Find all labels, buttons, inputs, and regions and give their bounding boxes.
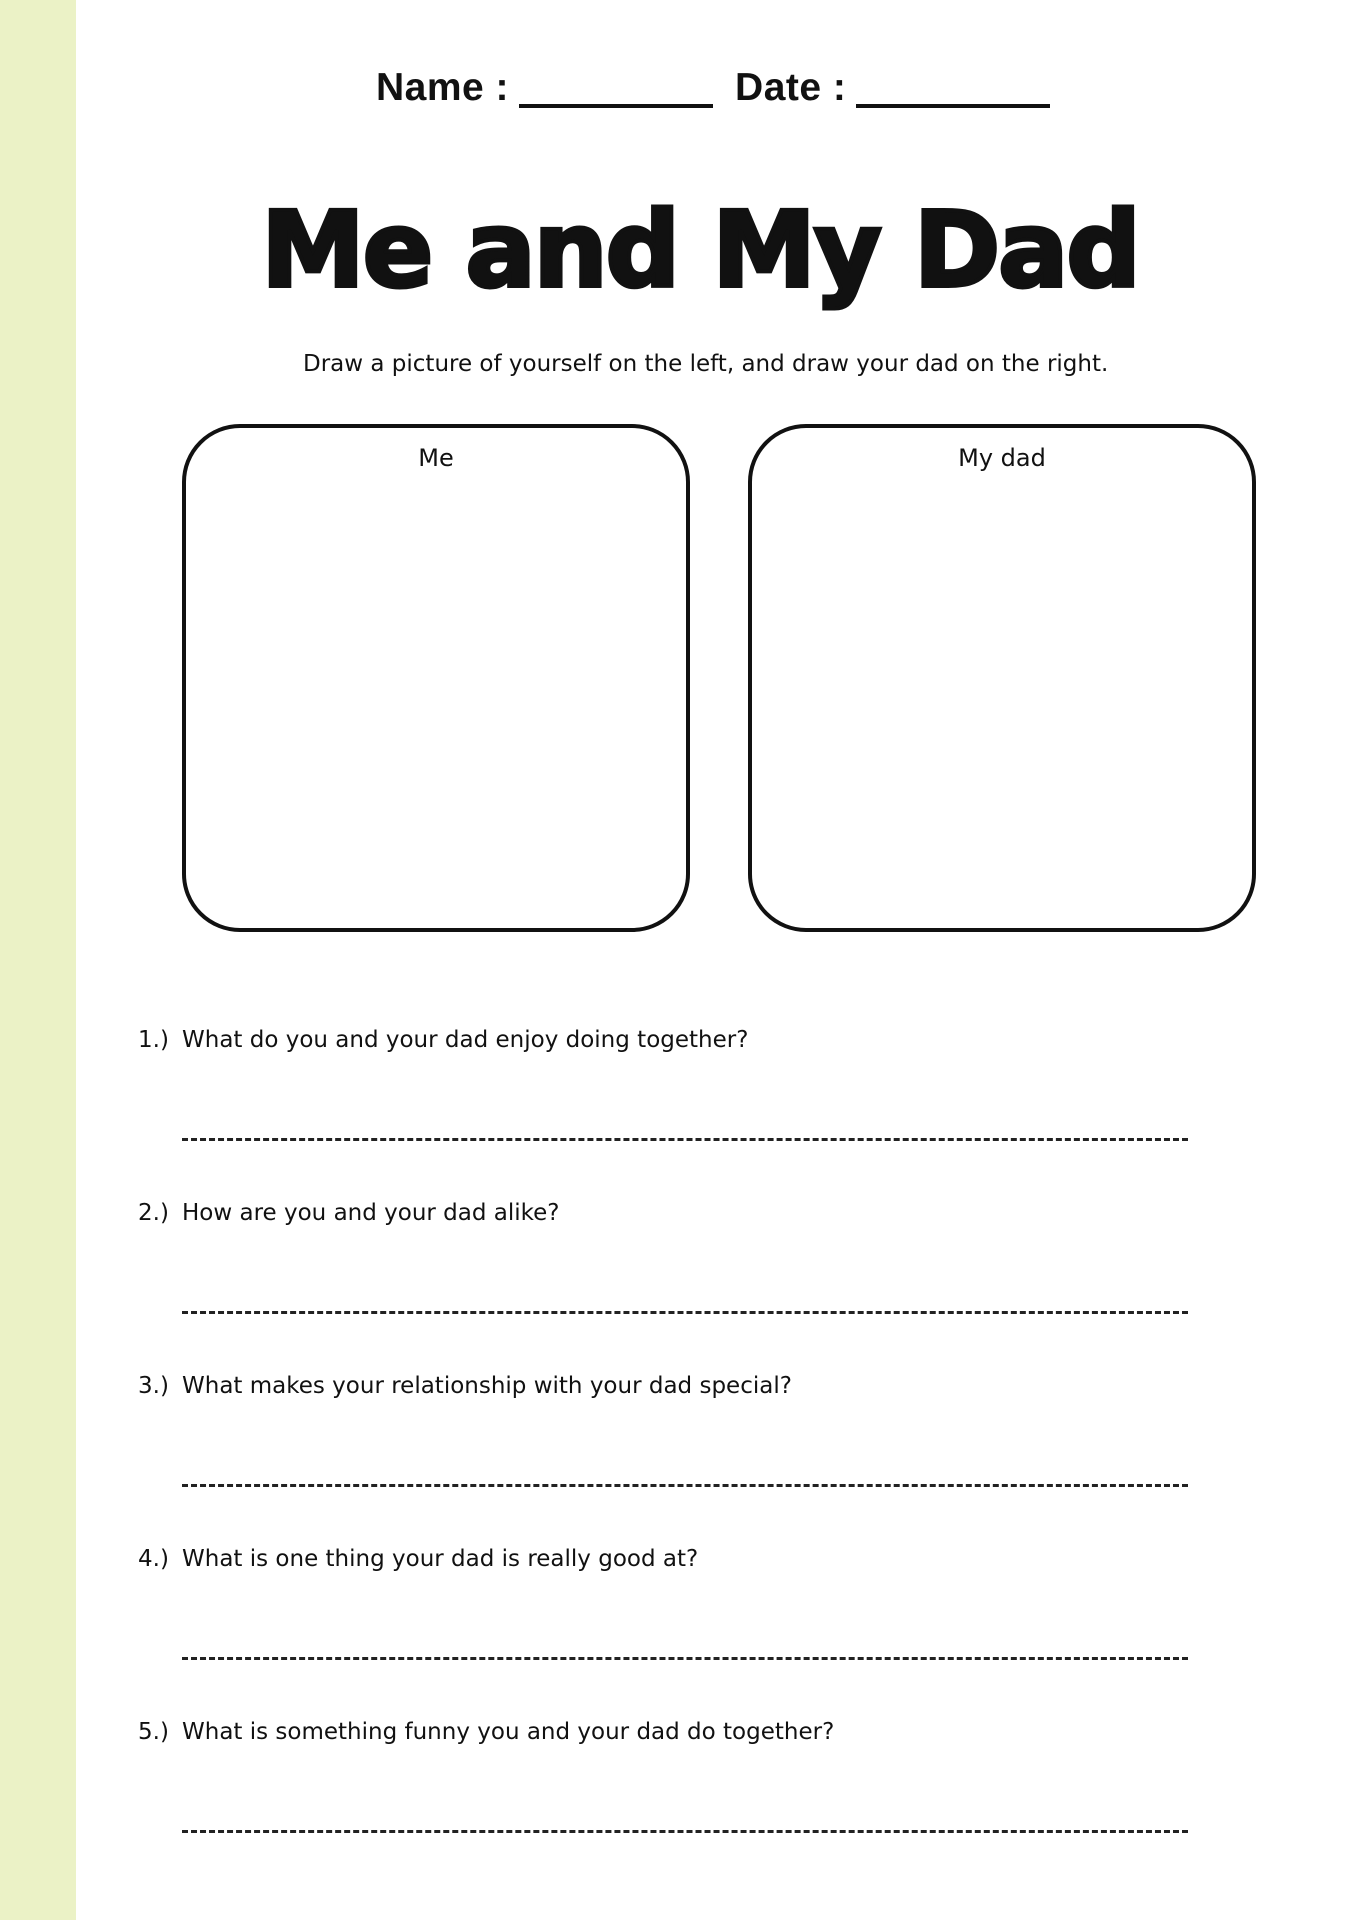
question-number: 1.) xyxy=(138,1027,169,1053)
question-item xyxy=(138,1539,1238,1712)
question-list xyxy=(138,1020,1238,1885)
drawing-box-me-label: Me xyxy=(418,444,454,472)
question-item xyxy=(138,1366,1238,1539)
worksheet-title: Me and My Dad xyxy=(261,189,1139,311)
name-label: Name : xyxy=(376,66,510,109)
date-blank-line[interactable] xyxy=(856,104,1050,108)
answer-line[interactable] xyxy=(182,1484,1188,1487)
question-item xyxy=(138,1193,1238,1366)
question-number: 2.) xyxy=(138,1200,169,1226)
answer-line[interactable] xyxy=(182,1138,1188,1141)
question-text: What is something funny you and your dad do together? xyxy=(182,1719,835,1745)
decorative-side-strip xyxy=(0,0,76,1920)
drawing-box-me[interactable] xyxy=(182,424,690,932)
drawing-instructions: Draw a picture of yourself on the left, and draw your dad on the right. xyxy=(303,351,1109,377)
question-text: What makes your relationship with your dad special? xyxy=(182,1373,792,1399)
name-date-header xyxy=(376,58,1076,118)
date-label: Date : xyxy=(735,66,847,109)
drawing-box-dad-label: My dad xyxy=(958,444,1046,472)
question-number: 3.) xyxy=(138,1373,169,1399)
question-item xyxy=(138,1712,1238,1885)
question-number: 5.) xyxy=(138,1719,169,1745)
answer-line[interactable] xyxy=(182,1311,1188,1314)
answer-line[interactable] xyxy=(182,1830,1188,1833)
answer-line[interactable] xyxy=(182,1657,1188,1660)
question-item xyxy=(138,1020,1238,1193)
question-text: What is one thing your dad is really good at? xyxy=(182,1546,699,1572)
question-text: What do you and your dad enjoy doing together? xyxy=(182,1027,749,1053)
question-text: How are you and your dad alike? xyxy=(182,1200,560,1226)
name-blank-line[interactable] xyxy=(519,104,713,108)
question-number: 4.) xyxy=(138,1546,169,1572)
drawing-box-dad[interactable] xyxy=(748,424,1256,932)
